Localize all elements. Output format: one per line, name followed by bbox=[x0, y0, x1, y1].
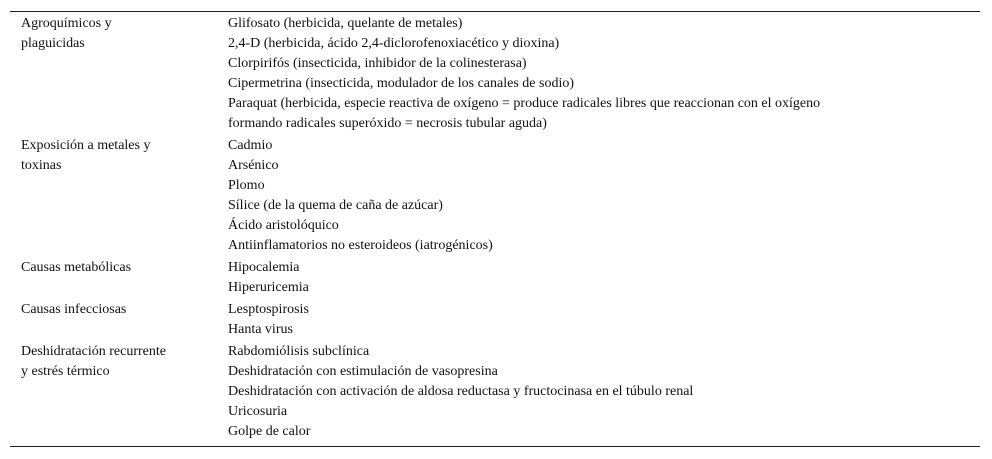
category-label: toxinas bbox=[21, 158, 62, 173]
item-text: Ácido aristolóquico bbox=[228, 218, 339, 233]
table-row bbox=[10, 298, 980, 340]
category-label: Deshidratación recurrente bbox=[21, 344, 166, 359]
item-text: Rabdomiólisis subclínica bbox=[228, 344, 370, 359]
category-cell bbox=[10, 340, 228, 446]
item-text: Clorpirifós (insecticida, inhibidor de la colinesterasa) bbox=[228, 56, 527, 71]
table-body bbox=[10, 12, 980, 446]
items-cell bbox=[228, 298, 980, 340]
item-text: Sílice (de la quema de caña de azúcar) bbox=[228, 198, 443, 213]
category-cell bbox=[10, 12, 228, 134]
item-text: Paraquat (herbicida, especie reactiva de oxígeno = produce radicales libres que reaccionan con el oxígeno bbox=[228, 96, 821, 111]
item-text: Hipocalemia bbox=[228, 260, 300, 275]
items-cell bbox=[228, 256, 980, 298]
item-text: Hanta virus bbox=[228, 322, 293, 337]
table-row bbox=[10, 340, 980, 446]
risk-factors-table bbox=[10, 11, 980, 447]
item-text: Lesptospirosis bbox=[228, 302, 309, 317]
category-label: y estrés térmico bbox=[21, 364, 110, 379]
item-text: Deshidratación con activación de aldosa reductasa y fructocinasa en el túbulo renal bbox=[228, 384, 694, 399]
category-cell bbox=[10, 256, 228, 298]
item-text: 2,4-D (herbicida, ácido 2,4-diclorofenoxiacético y dioxina) bbox=[228, 36, 560, 51]
item-text: Cipermetrina (insecticida, modulador de los canales de sodio) bbox=[228, 76, 575, 91]
item-text: Hiperuricemia bbox=[228, 280, 309, 295]
item-text: formando radicales superóxido = necrosis tubular aguda) bbox=[228, 116, 547, 131]
category-label: Causas metabólicas bbox=[21, 260, 132, 275]
table-row bbox=[10, 12, 980, 134]
category-cell bbox=[10, 298, 228, 340]
table-row bbox=[10, 134, 980, 256]
category-label: Exposición a metales y bbox=[21, 138, 151, 153]
item-text: Plomo bbox=[228, 178, 265, 193]
category-cell bbox=[10, 134, 228, 256]
table-row bbox=[10, 256, 980, 298]
category-label: plaguicidas bbox=[21, 36, 85, 51]
item-text: Arsénico bbox=[228, 158, 279, 173]
items-cell bbox=[228, 134, 980, 256]
item-text: Uricosuria bbox=[228, 404, 288, 419]
item-text: Antiinflamatorios no esteroideos (iatrogénicos) bbox=[228, 238, 493, 253]
category-label: Causas infecciosas bbox=[21, 302, 127, 317]
items-cell bbox=[228, 12, 980, 134]
category-label: Agroquímicos y bbox=[21, 16, 112, 31]
item-text: Glifosato (herbicida, quelante de metales) bbox=[228, 16, 463, 31]
item-text: Golpe de calor bbox=[228, 424, 311, 439]
items-cell bbox=[228, 340, 980, 446]
item-text: Deshidratación con estimulación de vasopresina bbox=[228, 364, 498, 379]
item-text: Cadmio bbox=[228, 138, 273, 153]
